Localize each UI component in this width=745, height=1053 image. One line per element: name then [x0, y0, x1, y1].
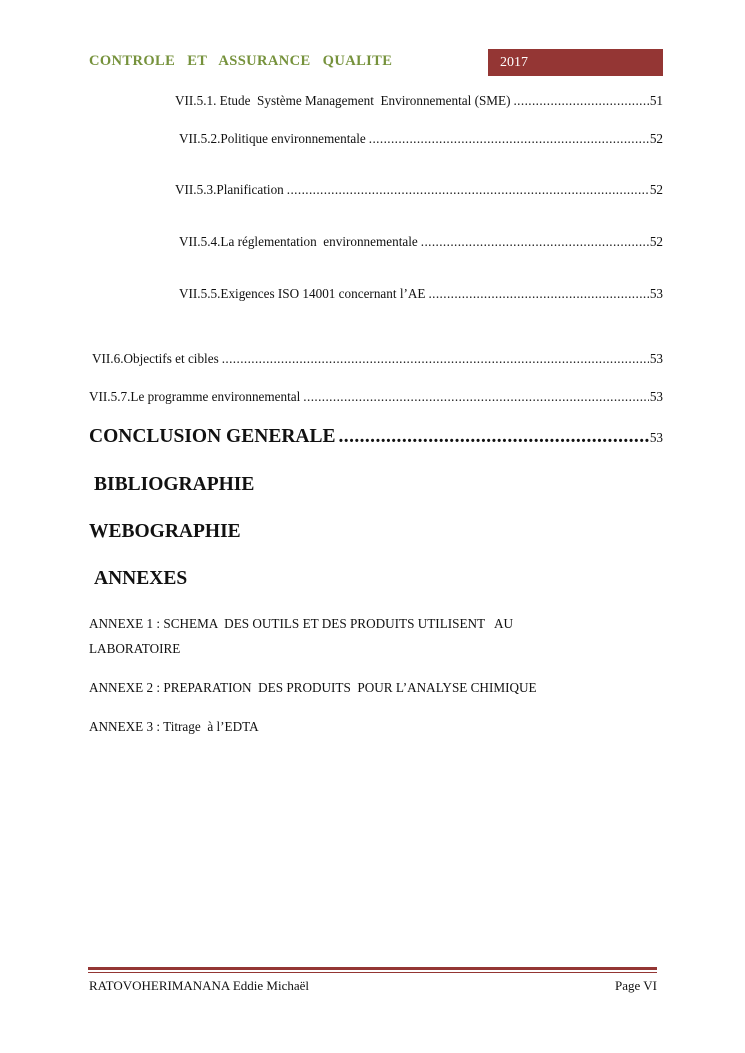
- toc-entry-page: 53: [649, 430, 663, 445]
- annex-2: ANNEXE 2 : PREPARATION DES PRODUITS POUR L’ANALYSE CHIMIQUE: [89, 680, 537, 695]
- toc-dot-leader: [513, 94, 648, 107]
- toc-entry: [89, 389, 663, 405]
- footer-rule: [88, 967, 657, 970]
- toc-entry-label: VII.5.5.Exigences ISO 14001 concernant l’AE: [179, 286, 426, 301]
- toc-entry-page: 53: [649, 389, 663, 404]
- toc-entry-label: VII.5.1. Etude Système Management Environnemental (SME): [175, 93, 511, 108]
- toc-dot-leader: [421, 235, 649, 248]
- heading-bibliographie: BIBLIOGRAPHIE: [94, 474, 255, 495]
- toc-entry-page: 53: [649, 351, 663, 366]
- toc-dot-leader: [428, 287, 648, 300]
- toc-entry-label: VII.5.3.Planification: [175, 182, 284, 197]
- toc-entry-label: VII.5.2.Politique environnementale: [179, 131, 366, 146]
- toc-entry-label: VII.5.4.La réglementation environnementale: [179, 234, 418, 249]
- footer-rule-thin: [88, 972, 657, 973]
- toc-entry: [179, 234, 663, 250]
- toc-dot-leader: [339, 427, 649, 447]
- annex-3: ANNEXE 3 : Titrage à l’EDTA: [89, 719, 259, 734]
- toc-dot-leader: [222, 352, 649, 365]
- toc-entry: [179, 286, 663, 302]
- toc-entry: [92, 351, 663, 367]
- footer-author: RATOVOHERIMANANA Eddie Michaël: [89, 978, 310, 993]
- toc-entry-conclusion: [89, 426, 663, 448]
- toc-entry-page: 52: [649, 131, 663, 146]
- header-title: CONTROLE ET ASSURANCE QUALITE: [89, 53, 393, 69]
- toc-dot-leader: [287, 183, 649, 196]
- annex-1-line-2: LABORATOIRE: [89, 641, 181, 656]
- toc-entry-label: VII.5.7.Le programme environnemental: [89, 389, 301, 404]
- toc-entry-page: 52: [649, 234, 663, 249]
- heading-annexes: ANNEXES: [94, 568, 188, 589]
- toc-dot-leader: [369, 132, 649, 145]
- toc-entry-page: 52: [649, 182, 663, 197]
- toc-entry: [179, 131, 663, 147]
- toc-entry-label: CONCLUSION GENERALE: [89, 426, 336, 447]
- heading-webographie: WEBOGRAPHIE: [89, 521, 241, 542]
- toc-dot-leader: [303, 390, 649, 403]
- toc-entry: [175, 93, 663, 109]
- toc-entry-label: VII.6.Objectifs et cibles: [92, 351, 219, 366]
- toc-entry-page: 53: [649, 286, 663, 301]
- toc-entry-page: 51: [649, 93, 663, 108]
- footer-page-number: Page VI: [614, 978, 657, 993]
- header-year-badge: 2017: [488, 49, 663, 76]
- annex-1-line-1: ANNEXE 1 : SCHEMA DES OUTILS ET DES PRODUITS UTILISENT AU: [89, 616, 514, 631]
- toc-entry: [175, 182, 663, 198]
